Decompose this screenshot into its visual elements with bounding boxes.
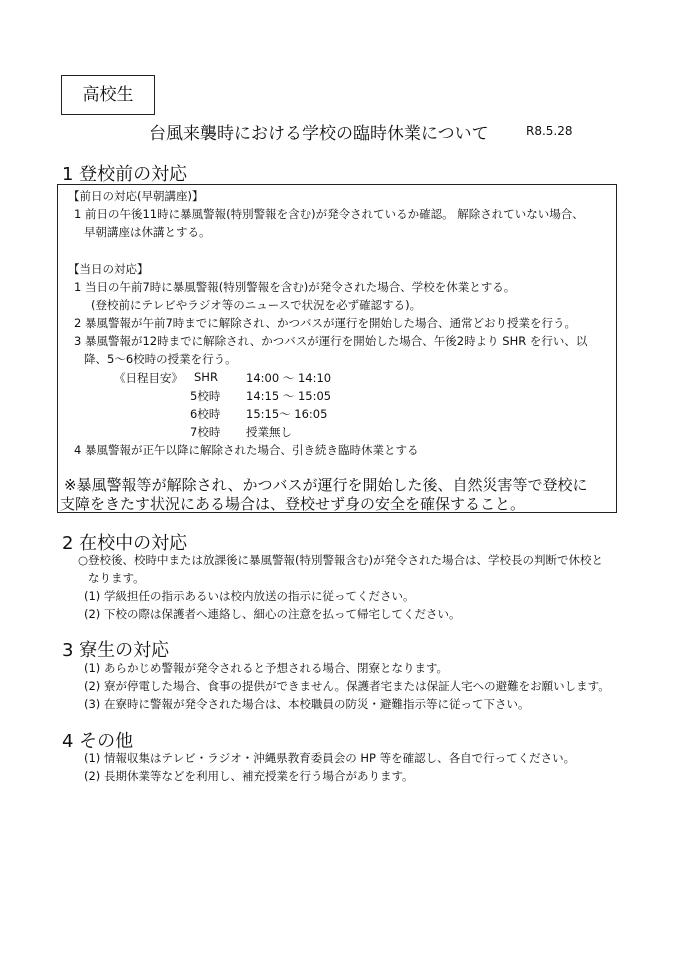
section3-item: (2) 寮が停電した場合、食事の提供ができません。保護者宅または保証人宅への避難をお願いします。 [84, 679, 610, 693]
document-title: 台風来襲時における学校の臨時休業について [149, 124, 489, 144]
schedule-label: 《日程目安》 [114, 371, 183, 385]
same-day-item1-line2: (登校前にテレビやラジオ等のニュースで状況を必ず確認する)。 [91, 298, 422, 312]
section2-heading: 2 在校中の対応 [62, 533, 188, 554]
section3-item: (1) あらかじめ警報が発令されると予想される場合、閉寮となります。 [84, 661, 449, 675]
section4-heading: 4 その他 [62, 731, 134, 752]
schedule-period: SHR [194, 370, 218, 384]
same-day-label: 【当日の対応】 [68, 262, 149, 276]
schedule-period: 5校時 [190, 389, 221, 403]
section2-item: (2) 下校の際は保護者へ連絡し、細心の注意を払って帰宅してください。 [84, 607, 461, 621]
schedule-time: 授業無し [246, 425, 292, 439]
schedule-time: 15:15～ 16:05 [246, 407, 328, 421]
section2-intro-line2: なります。 [88, 571, 145, 585]
audience-label-box: 高校生 [61, 75, 155, 115]
section2-intro-line1: ○登校後、校時中または放課後に暴風警報(特別警報含む)が発令された場合は、学校長の判断で休校と [78, 553, 604, 567]
prev-day-item-line2: 早朝講座は休講とする。 [84, 225, 211, 239]
same-day-item2: 2 暴風警報が午前7時までに解除され、かつバスが運行を開始した場合、通常どおり授業を行う。 [74, 316, 576, 330]
section1-heading: 1 登校前の対応 [62, 164, 188, 185]
schedule-time: 14:15 ～ 15:05 [246, 389, 332, 403]
same-day-item3-line1: 3 暴風警報が12時までに解除され、かつバスが運行を開始した場合、午後2時より SHR を行い、以 [74, 334, 588, 348]
schedule-time: 14:00 ～ 14:10 [246, 371, 332, 385]
section4-item: (1) 情報収集はテレビ・ラジオ・沖縄県教育委員会の HP 等を確認し、各自で行ってください。 [84, 751, 576, 765]
schedule-period: 7校時 [190, 425, 221, 439]
schedule-period: 6校時 [190, 407, 221, 421]
prev-day-item-line1: 1 前日の午後11時に暴風警報(特別警報を含む)が発令されているか確認。 解除されていない場合、 [74, 207, 584, 221]
section3-heading: 3 寮生の対応 [62, 640, 170, 661]
same-day-item3-line2: 降、5～6校時の授業を行う。 [84, 352, 237, 366]
prev-day-label: 【前日の対応(早朝講座)】 [68, 189, 204, 203]
same-day-item4: 4 暴風警報が正午以降に解除された場合、引き続き臨時休業とする [74, 443, 419, 457]
section3-item: (3) 在寮時に警報が発令された場合は、本校職員の防災・避難指示等に従って下さい。 [84, 697, 530, 711]
section4-item: (2) 長期休業等などを利用し、補充授業を行う場合があります。 [84, 769, 414, 783]
same-day-item1-line1: 1 当日の午前7時に暴風警報(特別警報を含む)が発令された場合、学校を休業とする。 [74, 280, 516, 294]
document-date: R8.5.28 [526, 124, 573, 138]
section2-item: (1) 学級担任の指示あるいは校内放送の指示に従ってください。 [84, 589, 415, 603]
caution-note-line1: ※暴風警報等が解除され、かつバスが運行を開始した後、自然災害等で登校に [64, 476, 588, 494]
caution-note-line2: 支障をきたす状況にある場合は、登校せず身の安全を確保すること。 [60, 495, 526, 513]
